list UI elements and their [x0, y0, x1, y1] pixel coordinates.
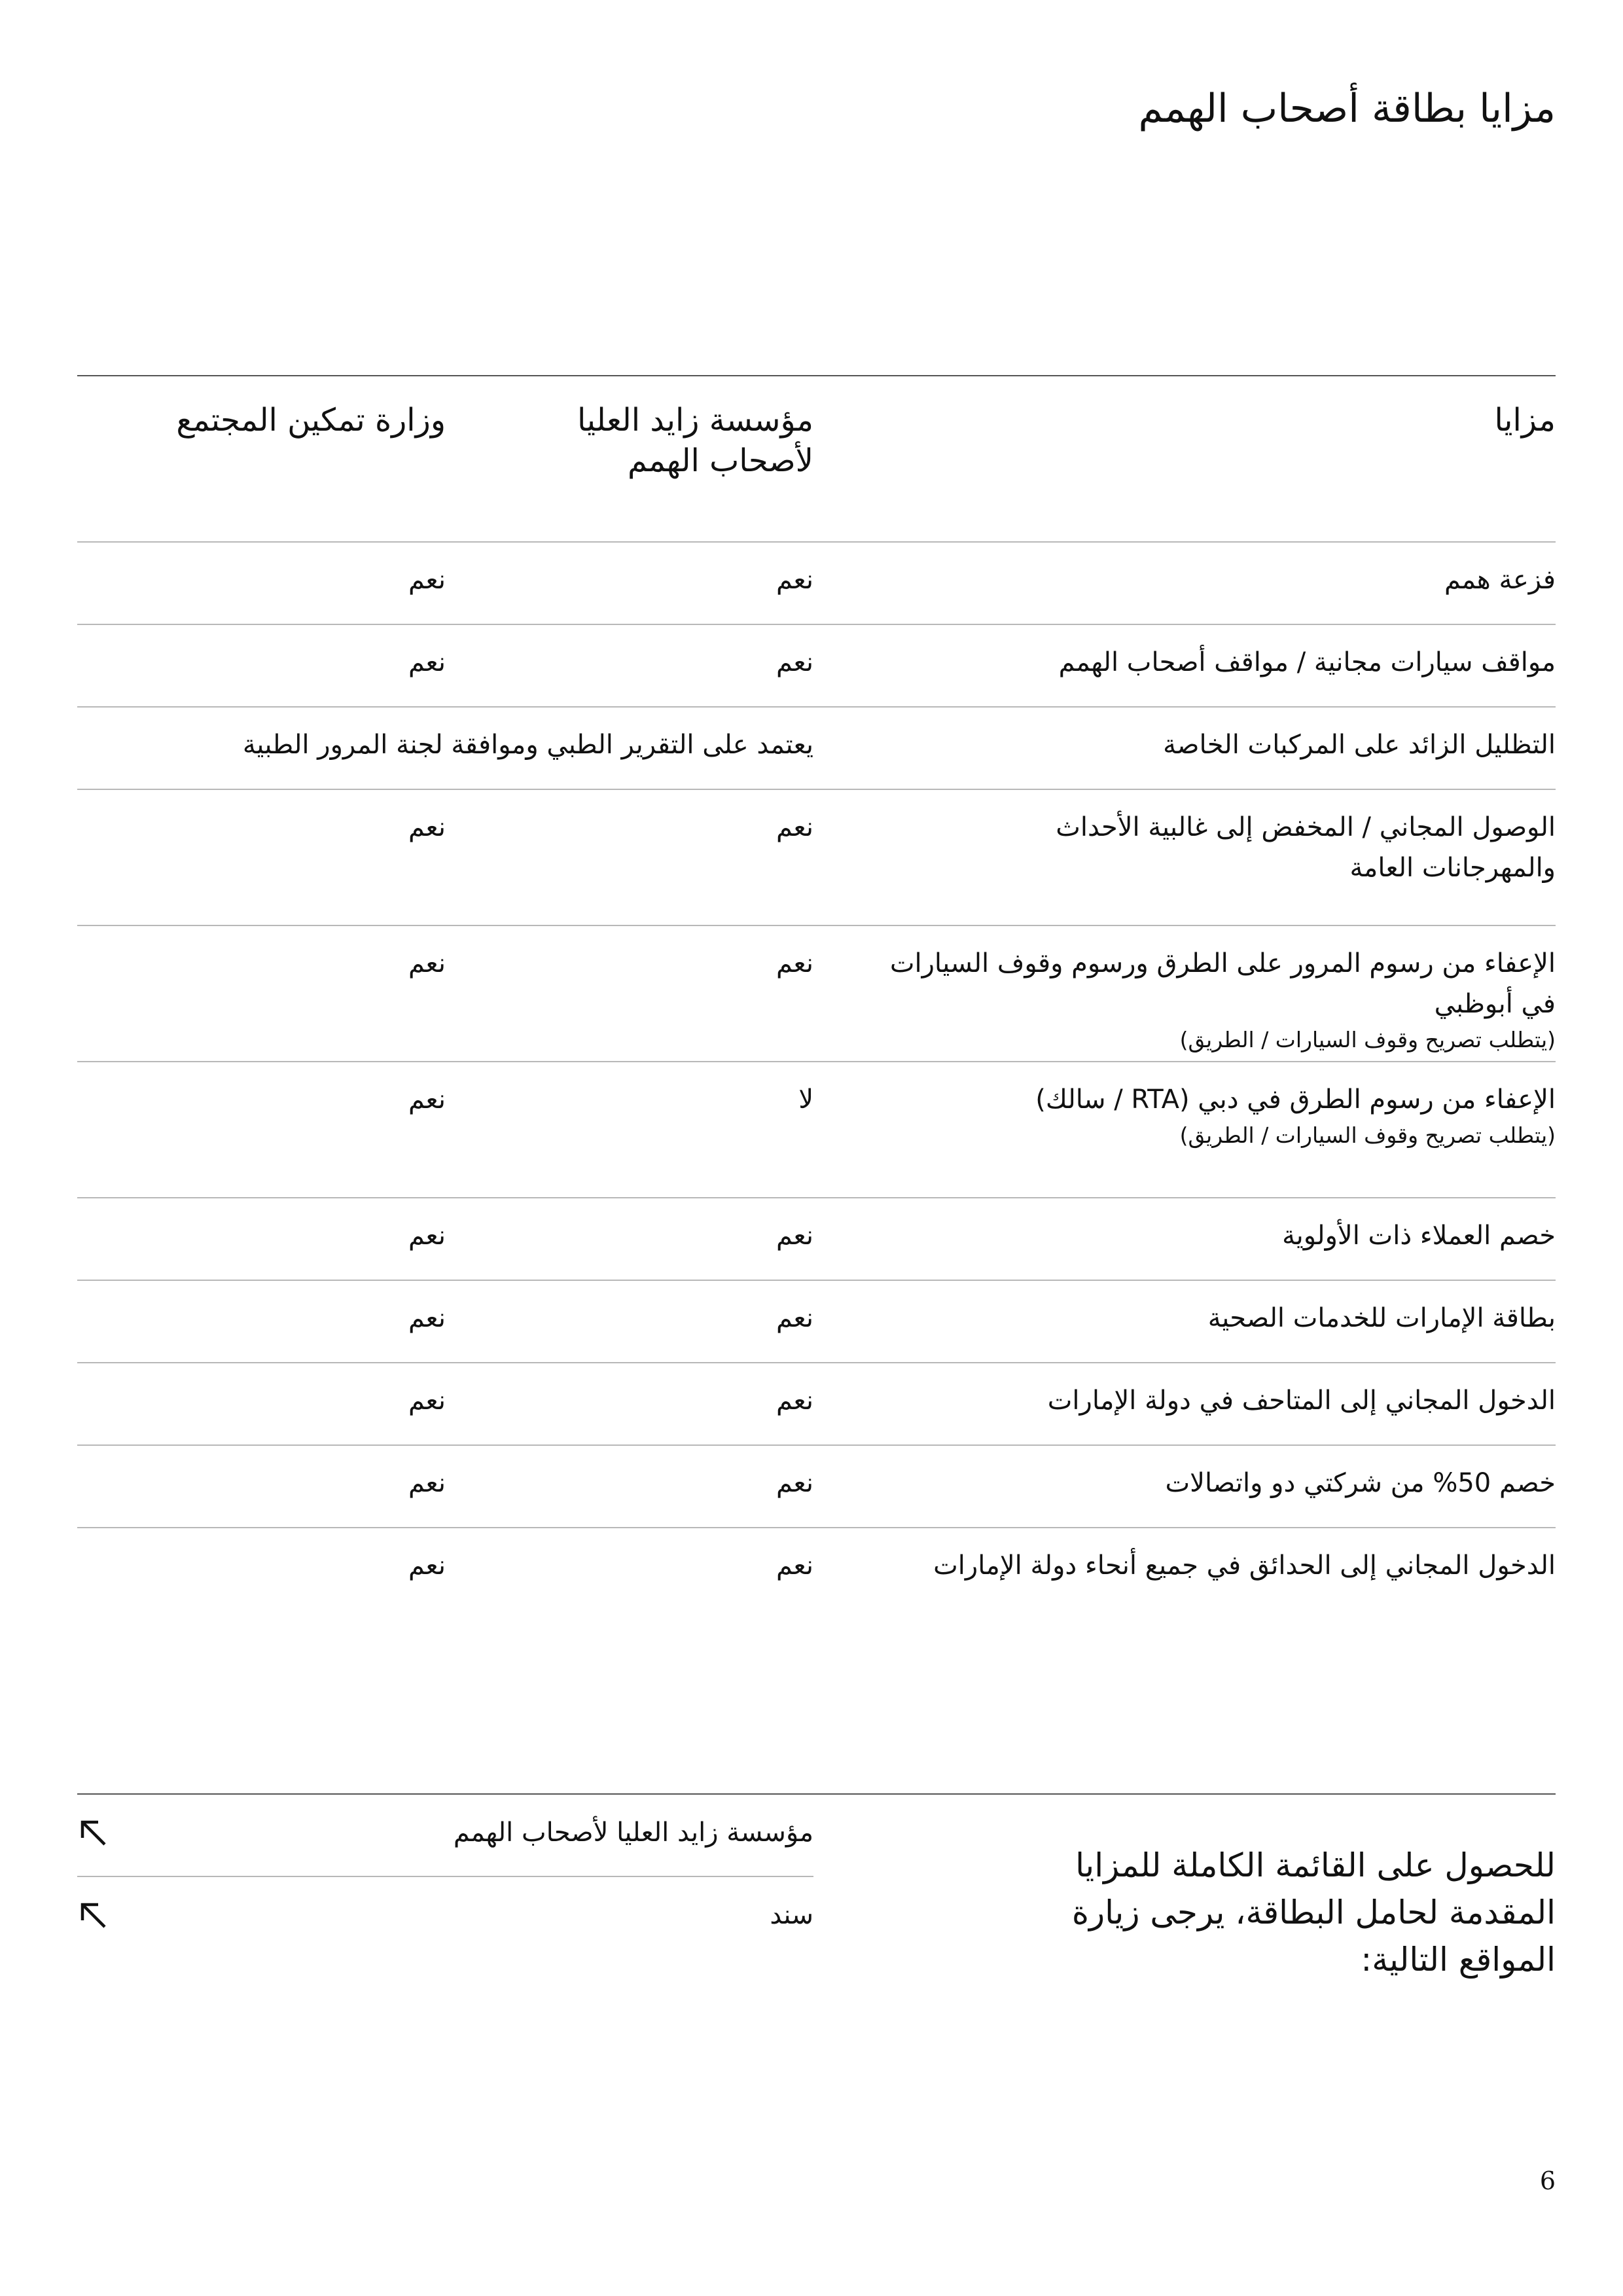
ministry-value: نعم: [408, 1303, 446, 1333]
benefit-note: (يتطلب تصريح وقوف السيارات / الطريق): [1179, 1122, 1556, 1148]
link-sanad[interactable]: [77, 1877, 813, 1958]
zayed-value: نعم: [776, 1551, 813, 1581]
page-number: 6: [1539, 2166, 1556, 2195]
benefit-cell: فزعة همم: [1444, 565, 1556, 595]
zayed-value: نعم: [776, 1221, 813, 1251]
table-row: [77, 625, 1556, 708]
table-header-row: [77, 376, 1556, 543]
ministry-value: نعم: [408, 812, 446, 842]
benefit-cell: الإعفاء من رسوم المرور على الطرق ورسوم وقوف السيارات في أبوظبي (يتطلب تصريح وقوف السيارات / الطريق): [813, 926, 1556, 1056]
table-row: [77, 926, 1556, 1062]
header-zayed-foundation: مؤسسة زايد العليا لأصحاب الهمم: [577, 402, 813, 479]
table-row: [77, 1198, 1556, 1281]
benefit-cell: الدخول المجاني إلى الحدائق في جميع أنحاء دولة الإمارات: [933, 1551, 1556, 1581]
benefits-table: [77, 375, 1556, 1609]
ministry-value: نعم: [408, 1085, 446, 1115]
zayed-value: نعم: [776, 948, 813, 978]
header-benefits: مزايا: [1494, 402, 1556, 439]
table-row: [77, 1363, 1556, 1446]
footer-section: [77, 1793, 1556, 2004]
link-label[interactable]: سند: [770, 1900, 813, 1930]
footer-lead-text: للحصول على القائمة الكاملة للمزايا المقدمة لحامل البطاقة، يرجى زيارة المواقع التالية:: [1071, 1846, 1556, 1979]
zayed-value: لا: [798, 1085, 813, 1115]
zayed-value: نعم: [776, 565, 813, 595]
arrow-up-left-icon[interactable]: [79, 1901, 109, 1931]
zayed-value: نعم: [776, 812, 813, 842]
ministry-value: نعم: [408, 565, 446, 595]
table-row: [77, 543, 1556, 625]
table-row: [77, 708, 1556, 790]
zayed-value: نعم: [776, 1303, 813, 1333]
table-row: [77, 790, 1556, 926]
link-zayed-foundation[interactable]: [77, 1795, 813, 1877]
links-list: [77, 1795, 813, 1958]
arrow-up-left-icon[interactable]: [79, 1818, 109, 1848]
zayed-value: نعم: [776, 1386, 813, 1416]
table-row: [77, 1446, 1556, 1528]
benefit-cell: خصم العملاء ذات الأولوية: [1282, 1221, 1556, 1251]
table-row: [77, 1528, 1556, 1609]
benefit-cell: الدخول المجاني إلى المتاحف في دولة الإمارات: [1047, 1386, 1556, 1416]
header-ministry: وزارة تمكين المجتمع: [176, 402, 446, 439]
benefit-cell: الوصول المجاني / المخفض إلى غالبية الأحداث والمهرجانات العامة: [1056, 812, 1556, 883]
ministry-value: نعم: [408, 1221, 446, 1251]
zayed-value: نعم: [776, 647, 813, 677]
benefit-cell: مواقف سيارات مجانية / مواقف أصحاب الهمم: [1058, 647, 1556, 677]
ministry-value: نعم: [408, 1468, 446, 1498]
combined-value: يعتمد على التقرير الطبي وموافقة لجنة المرور الطبية: [242, 730, 813, 760]
benefit-cell: الإعفاء من رسوم الطرق في دبي (RTA / سالك) (يتطلب تصريح وقوف السيارات / الطريق): [813, 1062, 1556, 1151]
benefit-note: (يتطلب تصريح وقوف السيارات / الطريق): [1179, 1027, 1556, 1052]
benefit-cell: التظليل الزائد على المركبات الخاصة: [1163, 730, 1556, 760]
benefit-cell: بطاقة الإمارات للخدمات الصحية: [1207, 1303, 1556, 1333]
ministry-value: نعم: [408, 647, 446, 677]
table-row: [77, 1062, 1556, 1198]
link-label[interactable]: مؤسسة زايد العليا لأصحاب الهمم: [453, 1818, 813, 1848]
page-title: مزايا بطاقة أصحاب الهمم: [1138, 86, 1556, 132]
ministry-value: نعم: [408, 1551, 446, 1581]
ministry-value: نعم: [408, 948, 446, 978]
table-row: [77, 1281, 1556, 1363]
zayed-value: نعم: [776, 1468, 813, 1498]
benefit-cell: خصم 50% من شركتي دو واتصالات: [1165, 1468, 1556, 1498]
ministry-value: نعم: [408, 1386, 446, 1416]
